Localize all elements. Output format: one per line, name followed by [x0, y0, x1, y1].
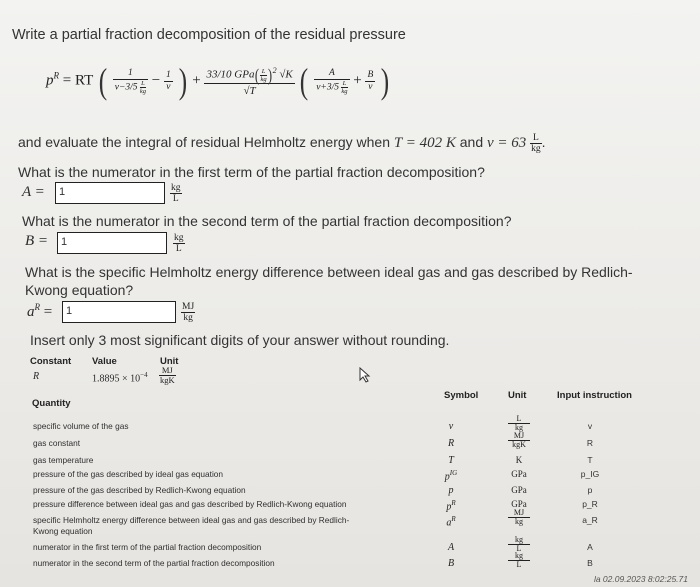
- answer-b-unit: [173, 233, 185, 254]
- formula-lhs-sup: R: [53, 70, 59, 81]
- quantity-unit-n: MJ: [508, 509, 530, 518]
- answer-b-unit-n: kg: [174, 233, 184, 243]
- answer-ar-unit: [181, 302, 195, 323]
- constant-r-value-base: 1.8895 × 10: [92, 373, 141, 385]
- termB-fraction: [365, 70, 375, 93]
- formula-plus: +: [192, 72, 201, 89]
- question-b: What is the numerator in the second term of the partial fraction decomposition?: [22, 213, 512, 229]
- term2-num: 1: [166, 69, 171, 80]
- quantity-symbol: [440, 515, 462, 528]
- quantity-symbol-base: p: [444, 471, 450, 483]
- constant-r-value-exp: −4: [140, 371, 148, 379]
- quantity-input-instruction: a_R: [582, 515, 598, 525]
- coef-num-sup: 2: [272, 66, 277, 76]
- quantity-input-instruction: B: [587, 558, 593, 568]
- constants-header-value: Value: [92, 356, 117, 367]
- answer-b-unit-d: L: [175, 244, 182, 254]
- coef-num-text: 33/10 GPa: [206, 68, 255, 81]
- quantity-unit: GPa: [511, 485, 527, 495]
- quantity-symbol: [440, 558, 462, 569]
- quantity-symbol: [440, 542, 462, 553]
- answer-ar-value: 1: [66, 305, 73, 317]
- quantity-description: numerator in the first term of the partial fraction decomposition: [33, 542, 262, 552]
- quantity-symbol: [440, 485, 462, 496]
- evaluate-text: and evaluate the integral of residual Helmholtz energy when: [18, 134, 391, 151]
- quantity-symbol-sup: R: [451, 499, 456, 507]
- termA-num: A: [314, 68, 349, 80]
- answer-a-label: A =: [22, 184, 45, 200]
- constants-header-constant: Constant: [30, 356, 72, 367]
- quantity-unit-d: kgK: [512, 440, 526, 449]
- quantity-unit-d: kg: [515, 423, 523, 432]
- quantity-unit-d: kg: [515, 517, 523, 526]
- quantity-unit: GPa: [511, 499, 527, 509]
- quantity-symbol: [440, 499, 462, 512]
- termA-fraction: [314, 68, 349, 95]
- constants-header-unit: Unit: [160, 356, 179, 367]
- left-paren: (: [98, 61, 108, 101]
- quantity-unit-d: L: [516, 560, 522, 569]
- quantity-unit-n: kg: [508, 536, 530, 545]
- left-paren-2: (: [300, 61, 309, 101]
- quantity-symbol-base: A: [447, 542, 455, 553]
- quantity-unit: [508, 432, 530, 449]
- evaluate-temperature: T = 402 K: [393, 135, 456, 152]
- quantity-symbol-base: a: [446, 517, 452, 529]
- instruction-bind: Insert only 3 most significant digits of your answer without rounding.: [30, 332, 450, 348]
- termA-den: [314, 80, 349, 95]
- quantity-header: Quantity: [32, 398, 71, 409]
- quantity-symbol-base: T: [448, 455, 454, 466]
- termA-den-unit-n: L: [342, 79, 347, 87]
- term1-den-unit: [140, 80, 146, 95]
- coef-num-unit-n: L: [261, 67, 266, 75]
- answer-ar-label-eq: =: [43, 304, 53, 320]
- answer-ar-unit-d: kg: [183, 313, 193, 323]
- quantity-symbol-sup: R: [451, 515, 456, 523]
- answer-ar-label-a: a: [27, 304, 35, 320]
- answer-a-unit-n: kg: [171, 183, 181, 193]
- coef-fraction: [204, 64, 294, 98]
- symbol-header: Symbol: [444, 390, 479, 401]
- timestamp: la 02.09.2023 8:02:25.71: [593, 574, 688, 584]
- quantity-unit: K: [515, 455, 523, 465]
- right-paren: ): [178, 61, 187, 101]
- formula-lhs: p: [46, 72, 54, 89]
- quantity-description-cont: Kwong equation: [33, 526, 93, 536]
- mouse-pointer-icon: [358, 367, 372, 388]
- answer-ar-unit-n: MJ: [182, 302, 195, 312]
- quantity-input-instruction: R: [586, 438, 594, 448]
- evaluate-volume-unit-n: L: [530, 133, 542, 144]
- answer-a-unit-d: L: [172, 194, 179, 204]
- page-title: Write a partial fraction decomposition of the residual pressure: [12, 27, 406, 43]
- term2-den: v: [166, 81, 171, 92]
- answer-b-input[interactable]: [57, 232, 167, 254]
- unit-header: Unit: [508, 390, 527, 401]
- coef-num-unit: [260, 68, 266, 83]
- answer-a-value: 1: [59, 186, 66, 198]
- quantity-symbol-base: p: [448, 485, 454, 496]
- coef-den: √T: [243, 84, 256, 97]
- quantity-unit-n: kg: [508, 552, 530, 561]
- termA-den-unit: [341, 80, 347, 95]
- term1-den-unit-d: kg: [139, 87, 147, 95]
- constant-r-value: [92, 371, 148, 384]
- quantity-input-instruction: p_R: [582, 499, 598, 509]
- quantity-input-instruction: v: [587, 421, 593, 431]
- coef-num-sqrt: √K: [279, 68, 293, 81]
- quantity-unit-n: MJ: [508, 432, 530, 441]
- constant-r-unit-n: MJ: [159, 366, 176, 376]
- quantity-input-instruction: T: [587, 455, 593, 465]
- termB-den: v: [368, 81, 373, 92]
- answer-ar-label: [27, 302, 52, 321]
- quantity-description: gas constant: [33, 438, 81, 448]
- quantity-unit: [508, 415, 530, 432]
- quantity-symbol-base: p: [446, 501, 452, 513]
- answer-a-input[interactable]: [55, 182, 165, 204]
- quantity-symbol-sup: IG: [449, 469, 458, 477]
- term2-fraction: [164, 70, 173, 93]
- quantity-description: numerator in the second term of the partial fraction decomposition: [33, 558, 275, 568]
- question-ar-line2: Kwong equation?: [25, 282, 134, 298]
- formula-minus: −: [151, 72, 161, 89]
- answer-b-value: 1: [61, 236, 68, 248]
- coef-num-unit-d: kg: [260, 75, 267, 83]
- quantity-description: pressure of the gas described by ideal gas equation: [33, 469, 224, 479]
- evaluate-volume-unit-d: kg: [531, 144, 541, 154]
- formula-plus-2: +: [353, 72, 362, 89]
- question-ar-line1: What is the specific Helmholtz energy difference between ideal gas and gas described by Redlich-: [25, 264, 633, 280]
- answer-a-unit: [170, 183, 182, 204]
- answer-b-label: B =: [25, 233, 49, 249]
- quantity-description: specific volume of the gas: [33, 421, 129, 431]
- termB-num: B: [367, 69, 374, 80]
- quantity-unit-n: L: [508, 415, 530, 424]
- quantity-input-instruction: p: [587, 485, 593, 495]
- quantity-description: gas temperature: [33, 455, 94, 465]
- instruction-text: [30, 332, 449, 348]
- quantity-unit: [508, 552, 530, 569]
- quantity-symbol: [440, 455, 462, 466]
- termA-den-expr: v+3/5: [316, 82, 339, 93]
- question-a: What is the numerator in the first term of the partial fraction decomposition?: [18, 164, 485, 180]
- quantity-symbol: [440, 469, 462, 482]
- quantity-symbol-base: v: [448, 421, 454, 432]
- term1-den: [113, 80, 148, 95]
- quantity-description: pressure difference between ideal gas and gas described by Redlich-Kwong equation: [33, 499, 347, 509]
- answer-ar-input[interactable]: [62, 301, 176, 323]
- quantity-symbol-base: R: [447, 438, 455, 449]
- quantity-symbol: [440, 438, 462, 449]
- evaluate-volume-unit: [530, 133, 542, 154]
- constant-r-unit-d: kgK: [160, 375, 175, 385]
- termA-den-unit-d: kg: [341, 87, 348, 95]
- term1-fraction: [113, 68, 148, 95]
- evaluate-volume: v = 63: [487, 135, 527, 152]
- constant-r-unit: [159, 366, 176, 385]
- answer-ar-label-sup: R: [34, 302, 40, 312]
- right-paren-2: ): [380, 61, 390, 101]
- quantity-input-instruction: A: [587, 542, 593, 552]
- quantity-symbol-base: B: [447, 558, 455, 569]
- coef-num: 33/10 GPa( $\frac{L}{kg}$ )$^2$ √K: [206, 65, 293, 86]
- constant-r-name: R: [33, 371, 40, 382]
- quantity-unit-d: L: [516, 544, 522, 553]
- formula-eq: = RT: [62, 72, 94, 89]
- quantity-description: pressure of the gas described by Redlich-Kwong equation: [33, 485, 246, 495]
- residual-pressure-formula: [46, 60, 391, 110]
- quantity-description: specific Helmholtz energy difference between ideal gas and gas described by Redlich-: [33, 515, 350, 525]
- term1-num: 1: [113, 68, 148, 80]
- quantity-input-instruction: p_IG: [580, 469, 600, 479]
- quantity-unit: [508, 509, 530, 526]
- evaluate-statement: [18, 133, 546, 154]
- input-instruction-header: Input instruction: [557, 390, 632, 401]
- quantity-symbol: [440, 421, 462, 432]
- evaluate-and: and: [459, 134, 484, 151]
- term1-den-expr: v−3/5: [114, 82, 138, 93]
- quantity-unit: GPa: [511, 469, 527, 479]
- evaluate-dot: .: [541, 134, 546, 151]
- term1-den-unit-n: L: [141, 79, 145, 87]
